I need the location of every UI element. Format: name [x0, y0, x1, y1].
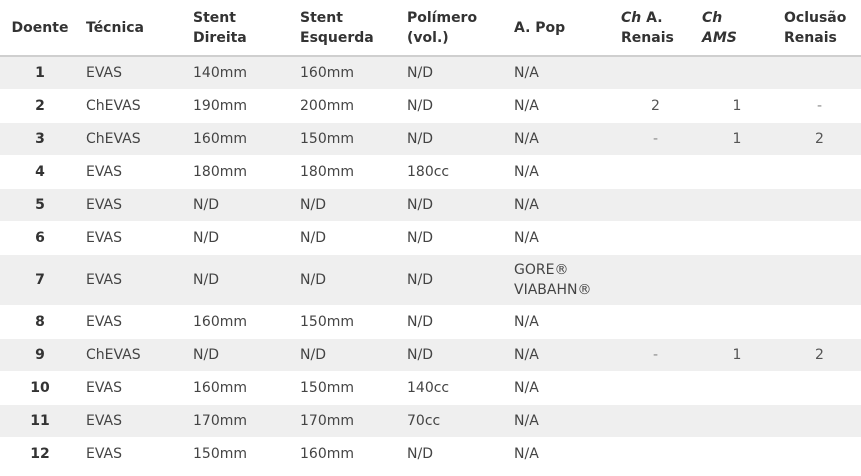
header-polimero: Polímero (vol.) [401, 0, 508, 56]
cell-oclusao: 2 [778, 123, 861, 156]
cell-oclusao [778, 405, 861, 438]
cell-stent-direita: 180mm [187, 156, 294, 189]
cell-doente: 9 [0, 339, 80, 372]
cell-doente: 7 [0, 255, 80, 306]
cell-stent-direita: N/D [187, 189, 294, 222]
cell-polimero: N/D [401, 189, 508, 222]
cell-apop: N/A [508, 438, 615, 471]
cell-apop: N/A [508, 339, 615, 372]
cell-oclusao [778, 156, 861, 189]
cell-ch-ams [696, 156, 778, 189]
cell-stent-esquerda: 160mm [294, 438, 401, 471]
cell-tecnica: EVAS [80, 255, 187, 306]
cell-stent-direita: 190mm [187, 90, 294, 123]
cell-stent-direita: N/D [187, 339, 294, 372]
header-stent-direita: Stent Direita [187, 0, 294, 56]
cell-doente: 1 [0, 56, 80, 90]
cell-ch-ams [696, 405, 778, 438]
cell-ch-renais [615, 438, 696, 471]
cell-polimero: 140cc [401, 372, 508, 405]
cell-ch-renais: - [615, 123, 696, 156]
cell-tecnica: EVAS [80, 189, 187, 222]
cell-ch-renais: - [615, 339, 696, 372]
cell-stent-esquerda: N/D [294, 189, 401, 222]
cell-tecnica: EVAS [80, 156, 187, 189]
header-apop: A. Pop [508, 0, 615, 56]
cell-stent-direita: 150mm [187, 438, 294, 471]
header-ch-renais: Ch A. Renais [615, 0, 696, 56]
cell-oclusao [778, 438, 861, 471]
cell-apop: N/A [508, 306, 615, 339]
header-ch-ams: Ch AMS [696, 0, 778, 56]
header-stent-esquerda: Stent Esquerda [294, 0, 401, 56]
cell-oclusao [778, 306, 861, 339]
cell-polimero: N/D [401, 56, 508, 90]
cell-apop: N/A [508, 90, 615, 123]
cell-stent-esquerda: N/D [294, 255, 401, 306]
table-row [0, 405, 861, 438]
cell-doente: 11 [0, 405, 80, 438]
table-row [0, 56, 861, 90]
cell-doente: 10 [0, 372, 80, 405]
cell-apop: N/A [508, 123, 615, 156]
table-row [0, 189, 861, 222]
cell-tecnica: EVAS [80, 222, 187, 255]
cell-doente: 5 [0, 189, 80, 222]
cell-ch-renais [615, 189, 696, 222]
cell-polimero: N/D [401, 255, 508, 306]
cell-ch-ams: 1 [696, 123, 778, 156]
cell-ch-renais [615, 222, 696, 255]
cell-stent-esquerda: N/D [294, 222, 401, 255]
cell-stent-direita: N/D [187, 222, 294, 255]
cell-polimero: N/D [401, 90, 508, 123]
cell-apop: N/A [508, 222, 615, 255]
header-tecnica: Técnica [80, 0, 187, 56]
cell-tecnica: ChEVAS [80, 339, 187, 372]
cell-stent-direita: 170mm [187, 405, 294, 438]
cell-stent-direita: 140mm [187, 56, 294, 90]
table-row [0, 255, 861, 306]
cell-stent-direita: 160mm [187, 372, 294, 405]
table-row [0, 90, 861, 123]
cell-oclusao [778, 189, 861, 222]
header-row [0, 0, 861, 56]
cell-doente: 2 [0, 90, 80, 123]
cell-ch-renais [615, 56, 696, 90]
table-row [0, 222, 861, 255]
cell-tecnica: EVAS [80, 405, 187, 438]
cell-oclusao [778, 56, 861, 90]
cell-polimero: 180cc [401, 156, 508, 189]
cell-stent-esquerda: 150mm [294, 372, 401, 405]
table-row [0, 372, 861, 405]
cell-apop: N/A [508, 156, 615, 189]
table-row [0, 339, 861, 372]
cell-ch-renais: 2 [615, 90, 696, 123]
table-row [0, 306, 861, 339]
cell-ch-renais [615, 405, 696, 438]
cell-stent-esquerda: N/D [294, 339, 401, 372]
cell-polimero: N/D [401, 339, 508, 372]
cell-doente: 3 [0, 123, 80, 156]
cell-apop: N/A [508, 405, 615, 438]
cell-stent-direita: 160mm [187, 123, 294, 156]
cell-doente: 8 [0, 306, 80, 339]
cell-ch-renais [615, 156, 696, 189]
cell-ch-ams [696, 56, 778, 90]
cell-tecnica: ChEVAS [80, 123, 187, 156]
table-header [0, 0, 861, 56]
cell-polimero: N/D [401, 438, 508, 471]
cell-stent-esquerda: 200mm [294, 90, 401, 123]
cell-doente: 12 [0, 438, 80, 471]
table-body [0, 56, 861, 471]
cell-stent-esquerda: 150mm [294, 306, 401, 339]
cell-tecnica: EVAS [80, 56, 187, 90]
table-row [0, 156, 861, 189]
cell-polimero: 70cc [401, 405, 508, 438]
table-row [0, 123, 861, 156]
cell-stent-esquerda: 180mm [294, 156, 401, 189]
cell-tecnica: EVAS [80, 372, 187, 405]
cell-stent-esquerda: 170mm [294, 405, 401, 438]
cell-polimero: N/D [401, 222, 508, 255]
cell-tecnica: EVAS [80, 438, 187, 471]
cell-polimero: N/D [401, 306, 508, 339]
cell-oclusao [778, 222, 861, 255]
cell-oclusao [778, 372, 861, 405]
cell-tecnica: ChEVAS [80, 90, 187, 123]
cell-ch-ams [696, 222, 778, 255]
cell-ch-ams [696, 372, 778, 405]
cell-apop: N/A [508, 56, 615, 90]
cell-ch-ams: 1 [696, 90, 778, 123]
cell-ch-renais [615, 306, 696, 339]
header-doente: Doente [0, 0, 80, 56]
cell-ch-renais [615, 255, 696, 306]
header-oclusao-renais: Oclusão Renais [778, 0, 861, 56]
cell-doente: 6 [0, 222, 80, 255]
cell-oclusao [778, 255, 861, 306]
cell-tecnica: EVAS [80, 306, 187, 339]
cell-doente: 4 [0, 156, 80, 189]
cell-oclusao: 2 [778, 339, 861, 372]
cell-ch-renais [615, 372, 696, 405]
cell-apop: N/A [508, 372, 615, 405]
cell-ch-ams [696, 438, 778, 471]
cell-apop: GORE® VIABAHN® [508, 255, 615, 306]
cell-stent-direita: N/D [187, 255, 294, 306]
cell-stent-direita: 160mm [187, 306, 294, 339]
cell-stent-esquerda: 160mm [294, 56, 401, 90]
table-row [0, 438, 861, 471]
cell-ch-ams [696, 255, 778, 306]
cell-polimero: N/D [401, 123, 508, 156]
cell-stent-esquerda: 150mm [294, 123, 401, 156]
cell-ch-ams [696, 306, 778, 339]
cell-ch-ams [696, 189, 778, 222]
cell-apop: N/A [508, 189, 615, 222]
cell-oclusao: - [778, 90, 861, 123]
cell-ch-ams: 1 [696, 339, 778, 372]
